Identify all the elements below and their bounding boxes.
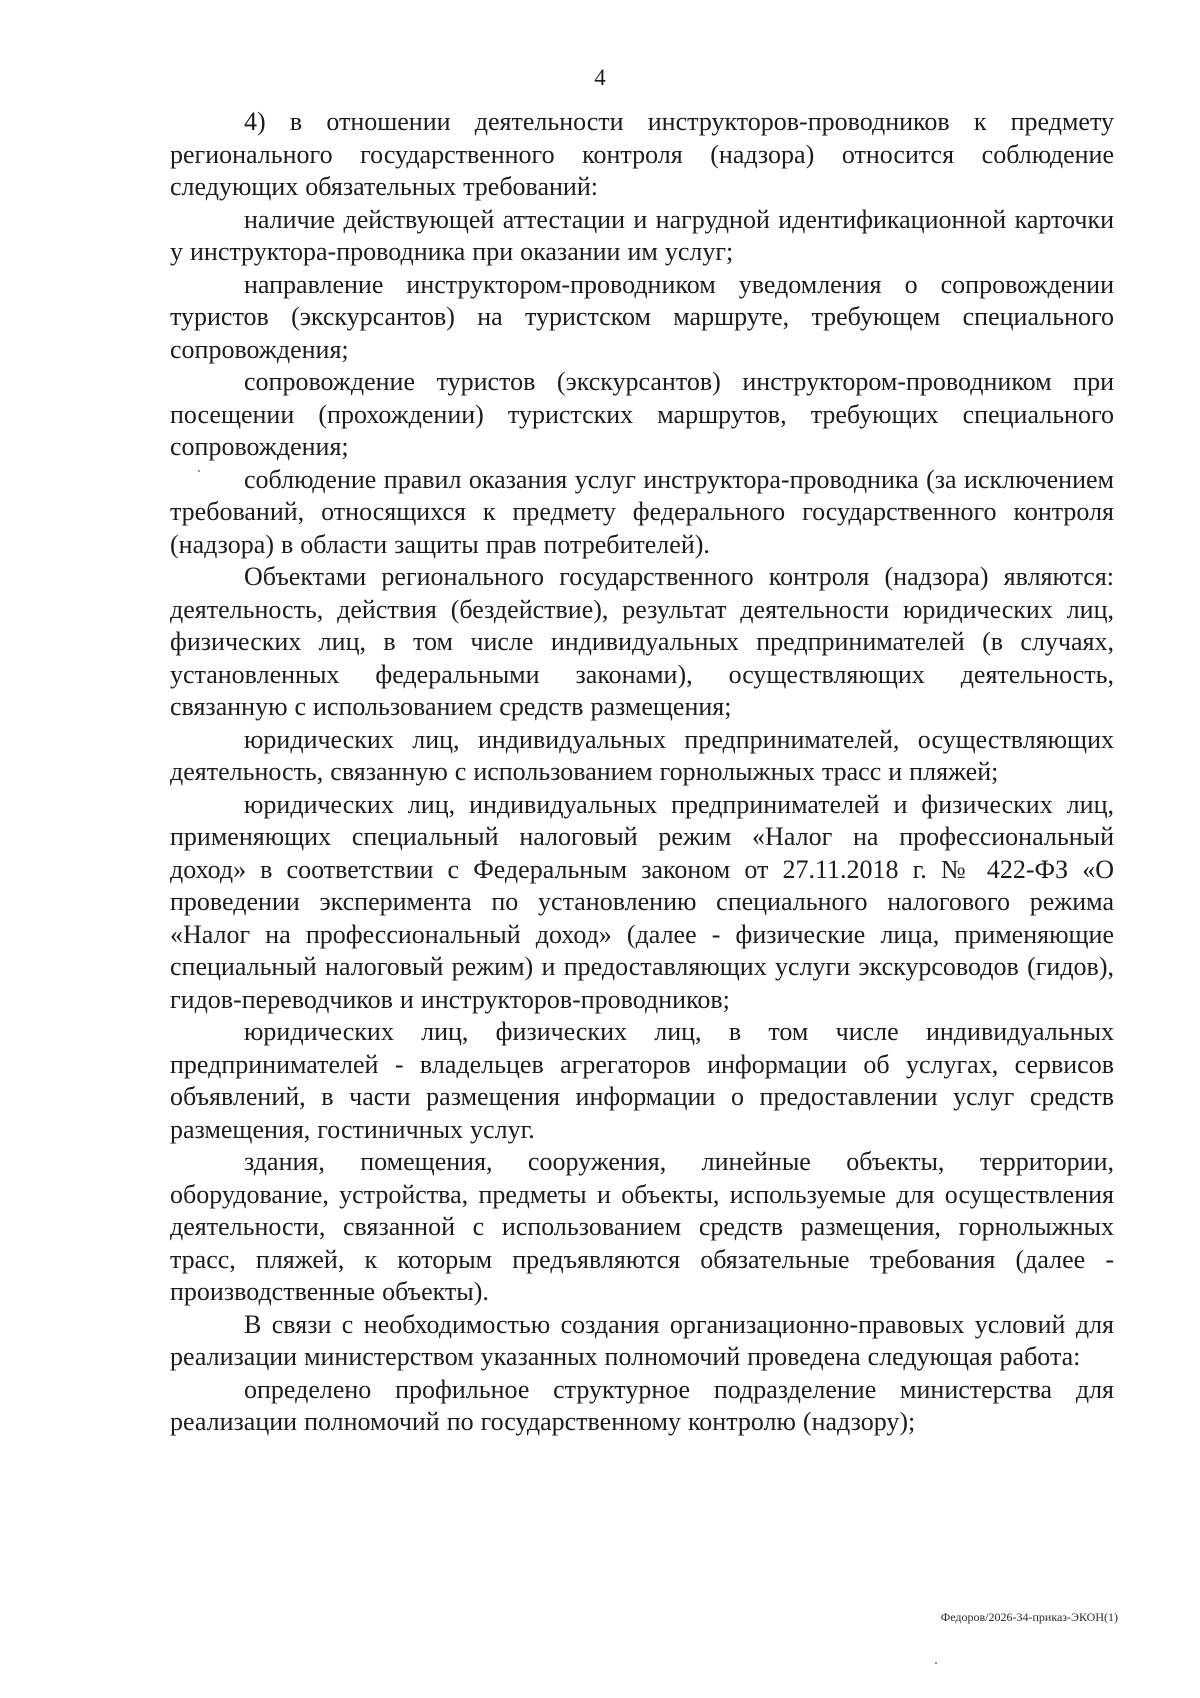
document-reference: Федоров/2026-34-приказ-ЭКОН(1)	[940, 1610, 1118, 1624]
paragraph-aggregator-owners: юридических лиц, физических лиц, в том числе индивидуальных предпринимателей - владельцев агрегаторов информации об услугах, сервисов объявлений, в части размещения информации о предоставлении услуг средств размещения, гостиничных услуг.	[170, 1017, 1114, 1144]
paragraph-notification-requirement: направление инструктором-проводником уведомления о сопровождении туристов (экскурсантов) на туристском маршруте, требующем специального сопровождения;	[170, 269, 1114, 364]
paragraph-service-rules-requirement: соблюдение правил оказания услуг инструктора-проводника (за исключением требований, относящихся к предмету федерального государственного контроля (надзора) в области защиты прав потребителей).	[170, 464, 1114, 559]
scan-artifact	[198, 470, 200, 472]
paragraph-instructor-guides-intro: 4) в отношении деятельности инструкторов-проводников к предмету регионального государственного контроля (надзора) относится соблюдение следующих обязательных требований:	[170, 107, 1114, 201]
document-body	[170, 106, 1114, 1439]
paragraph-escort-requirement: сопровождение туристов (экскурсантов) инструктором-проводником при посещении (прохождении) туристских маршрутов, требующих специального сопровождения;	[170, 367, 1114, 461]
page-number: 4	[594, 65, 606, 90]
paragraph-production-objects: здания, помещения, сооружения, линейные объекты, территории, оборудование, устройства, предметы и объекты, используемые для осуществления деятельности, связанной с использованием средств размещения, горнолыжных трасс, пляжей, к которым предъявляются обязательные требования (далее - производственные объекты).	[170, 1147, 1114, 1306]
paragraph-structural-division: определено профильное структурное подразделение министерства для реализации полномочий по государственному контролю (надзору);	[170, 1374, 1114, 1436]
scan-artifact	[935, 1662, 937, 1664]
paragraph-control-objects: Объектами регионального государственного контроля (надзора) являются: деятельность, действия (бездействие), результат деятельности юридических лиц, физических лиц, в том числе индивидуальных предпринимателей (в случаях, установленных федеральными законами), осуществляющих деятельность, связанную с использованием средств размещения;	[170, 562, 1114, 721]
paragraph-self-employed-guides: юридических лиц, индивидуальных предпринимателей и физических лиц, применяющих специальный налоговый режим «Налог на профессиональный доход» в соответствии с Федеральным законом от 27.11.2018 г. № 422-ФЗ «О проведении эксперимента по установлению специального налогового режима «Налог на профессиональный доход» (далее - физические лица, применяющие специальный налоговый режим) и предоставляющих услуги экскурсоводов (гидов), гидов-переводчиков и инструкторов-проводников;	[170, 789, 1114, 1014]
paragraph-organizational-work: В связи с необходимостью создания организационно-правовых условий для реализации министерством указанных полномочий проведена следующая работа:	[170, 1309, 1114, 1371]
paragraph-ski-beach-operators: юридических лиц, индивидуальных предпринимателей, осуществляющих деятельность, связанную с использованием горнолыжных трасс и пляжей;	[170, 724, 1114, 786]
paragraph-attestation-requirement: наличие действующей аттестации и нагрудной идентификационной карточки у инструктора-проводника при оказании им услуг;	[170, 204, 1114, 266]
